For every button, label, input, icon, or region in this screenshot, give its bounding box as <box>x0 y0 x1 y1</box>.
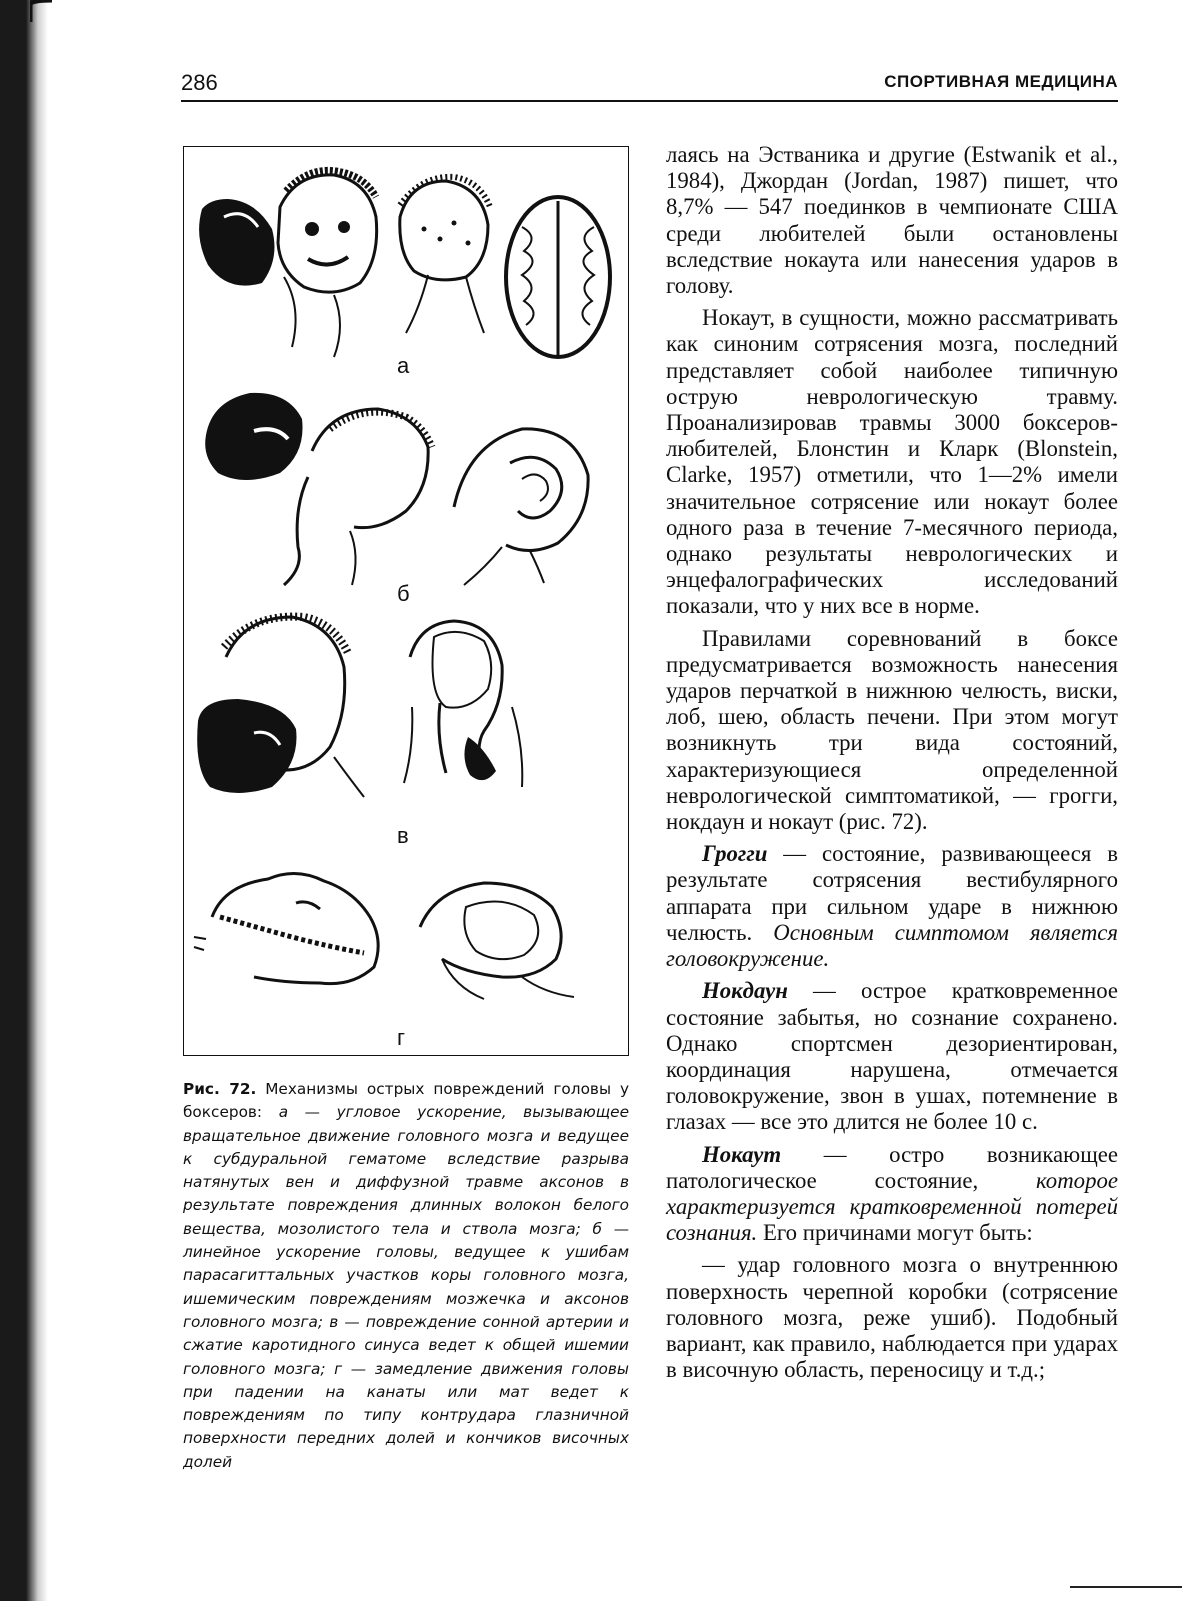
panel-a-drawing <box>199 170 610 357</box>
panel-label-d: г <box>397 1025 406 1050</box>
panel-d-drawing <box>194 873 574 999</box>
running-title: СПОРТИВНАЯ МЕДИЦИНА <box>884 72 1118 91</box>
figure-caption <box>183 1078 629 1474</box>
knockdown-definition: — острое кратковременное состояние забытья, но сознание сохранено. Однако спортсмен дезориентирован, координация нарушена, отмечается головокружение, звон в ушах, потемнение в глазах — все это длится не более 10 с. <box>666 978 1118 1135</box>
footer-rule <box>1070 1586 1182 1588</box>
panel-b-drawing <box>205 393 588 585</box>
groggy-definition: — состояние, развивающееся в результате сотрясения вестибулярного аппарата при сильном ударе в нижнюю челюсть. <box>666 841 1118 945</box>
knockout-definition: — остро возникающее патологическое состояние, <box>666 1141 1118 1193</box>
panel-c-drawing <box>197 617 522 797</box>
term-groggy: Грогги <box>702 841 768 867</box>
knockout-causes-intro: Его причинами могут быть: <box>757 1220 1033 1246</box>
paragraph-3: Правилами соревнований в боксе предусматривается возможность нанесения ударов перчаткой в нижнюю челюсть, виски, лоб, шею, область печени. При этом могут возникнуть три вида состояний, характеризующиеся определенной неврологической симптоматикой, — грогги, нокдаун и нокаут (рис. 72). <box>666 625 1118 835</box>
paragraph-cause-1: — удар головного мозга о внутреннюю поверхность черепной коробки (сотрясение головного мозга, реже ушиб). Подобный вариант, как правило, наблюдается при ударах в височную область, переносицу и т.д.; <box>666 1252 1118 1383</box>
figure-72 <box>183 146 629 1056</box>
groggy-symptom: Основным симптомом является головокружение. <box>666 919 1118 972</box>
term-knockdown: Нокдаун <box>702 978 788 1004</box>
panel-label-c: в <box>397 823 409 848</box>
page-binding-edge <box>0 0 48 1601</box>
caption-number: Рис. 72. <box>183 1080 257 1098</box>
caption-body: а — угловое ускорение, вызывающее вращательное движение головного мозга и ведущее к субдуральной гематоме вследствие разрыва натянутых вен и диффузной травме аксонов в результате повреждения длинных волокон белого вещества, мозолистого тела и ствола мозга; б — линейное ускорение головы, ведущее к ушибам парасагиттальных участков коры головного мозга, ишемическим повреждениям мозжечка и аксонов головного мозга; в — повреждение сонной артерии и сжатие каротидного синуса ведет к общей ишемии головного мозга; г — замедление движения головы при падении на канаты или мат ведет к повреждениям по типу контрудара глазничной поверхности передних долей и кончиков височных долей <box>183 1103 629 1471</box>
paragraph-2: Нокаут, в сущности, можно рассматривать как синоним сотрясения мозга, последний представляет собой наиболее типичную острую неврологическую травму. Проанализировав травмы 3000 боксеров-любителей, Блонстин и Кларк (Blonstein, Clarke, 1957) отметили, что 1—2% имели значительное сотрясение или нокаут более одного раза в течение 7-месячного периода, однако результаты неврологических и энцефалографических исследований показали, что у них все в норме. <box>666 305 1118 619</box>
paragraph-1: лаясь на Эстваника и другие (Estwanik et al., 1984), Джордан (Jordan, 1987) пишет, что 8,7% — 547 поединков в чемпионате США среди любителей были остановлены вследствие нокаута или нанесения ударов в голову. <box>666 142 1118 299</box>
panel-label-b: б <box>397 581 410 606</box>
caption-title: Механизмы острых повреждений головы у боксеров: <box>183 1080 630 1122</box>
knockout-characteristic: которое характеризуется кратковременной потерей сознания. <box>666 1167 1118 1246</box>
term-knockout: Нокаут <box>702 1141 782 1167</box>
paragraph-groggy <box>666 841 1118 972</box>
page-header <box>181 70 1118 102</box>
paragraph-knockdown <box>666 978 1118 1135</box>
panel-label-a: а <box>397 353 410 378</box>
main-text-column <box>666 142 1118 1389</box>
paragraph-knockout <box>666 1142 1118 1247</box>
binding-corner-mark <box>30 0 52 22</box>
page-number: 286 <box>181 70 218 95</box>
